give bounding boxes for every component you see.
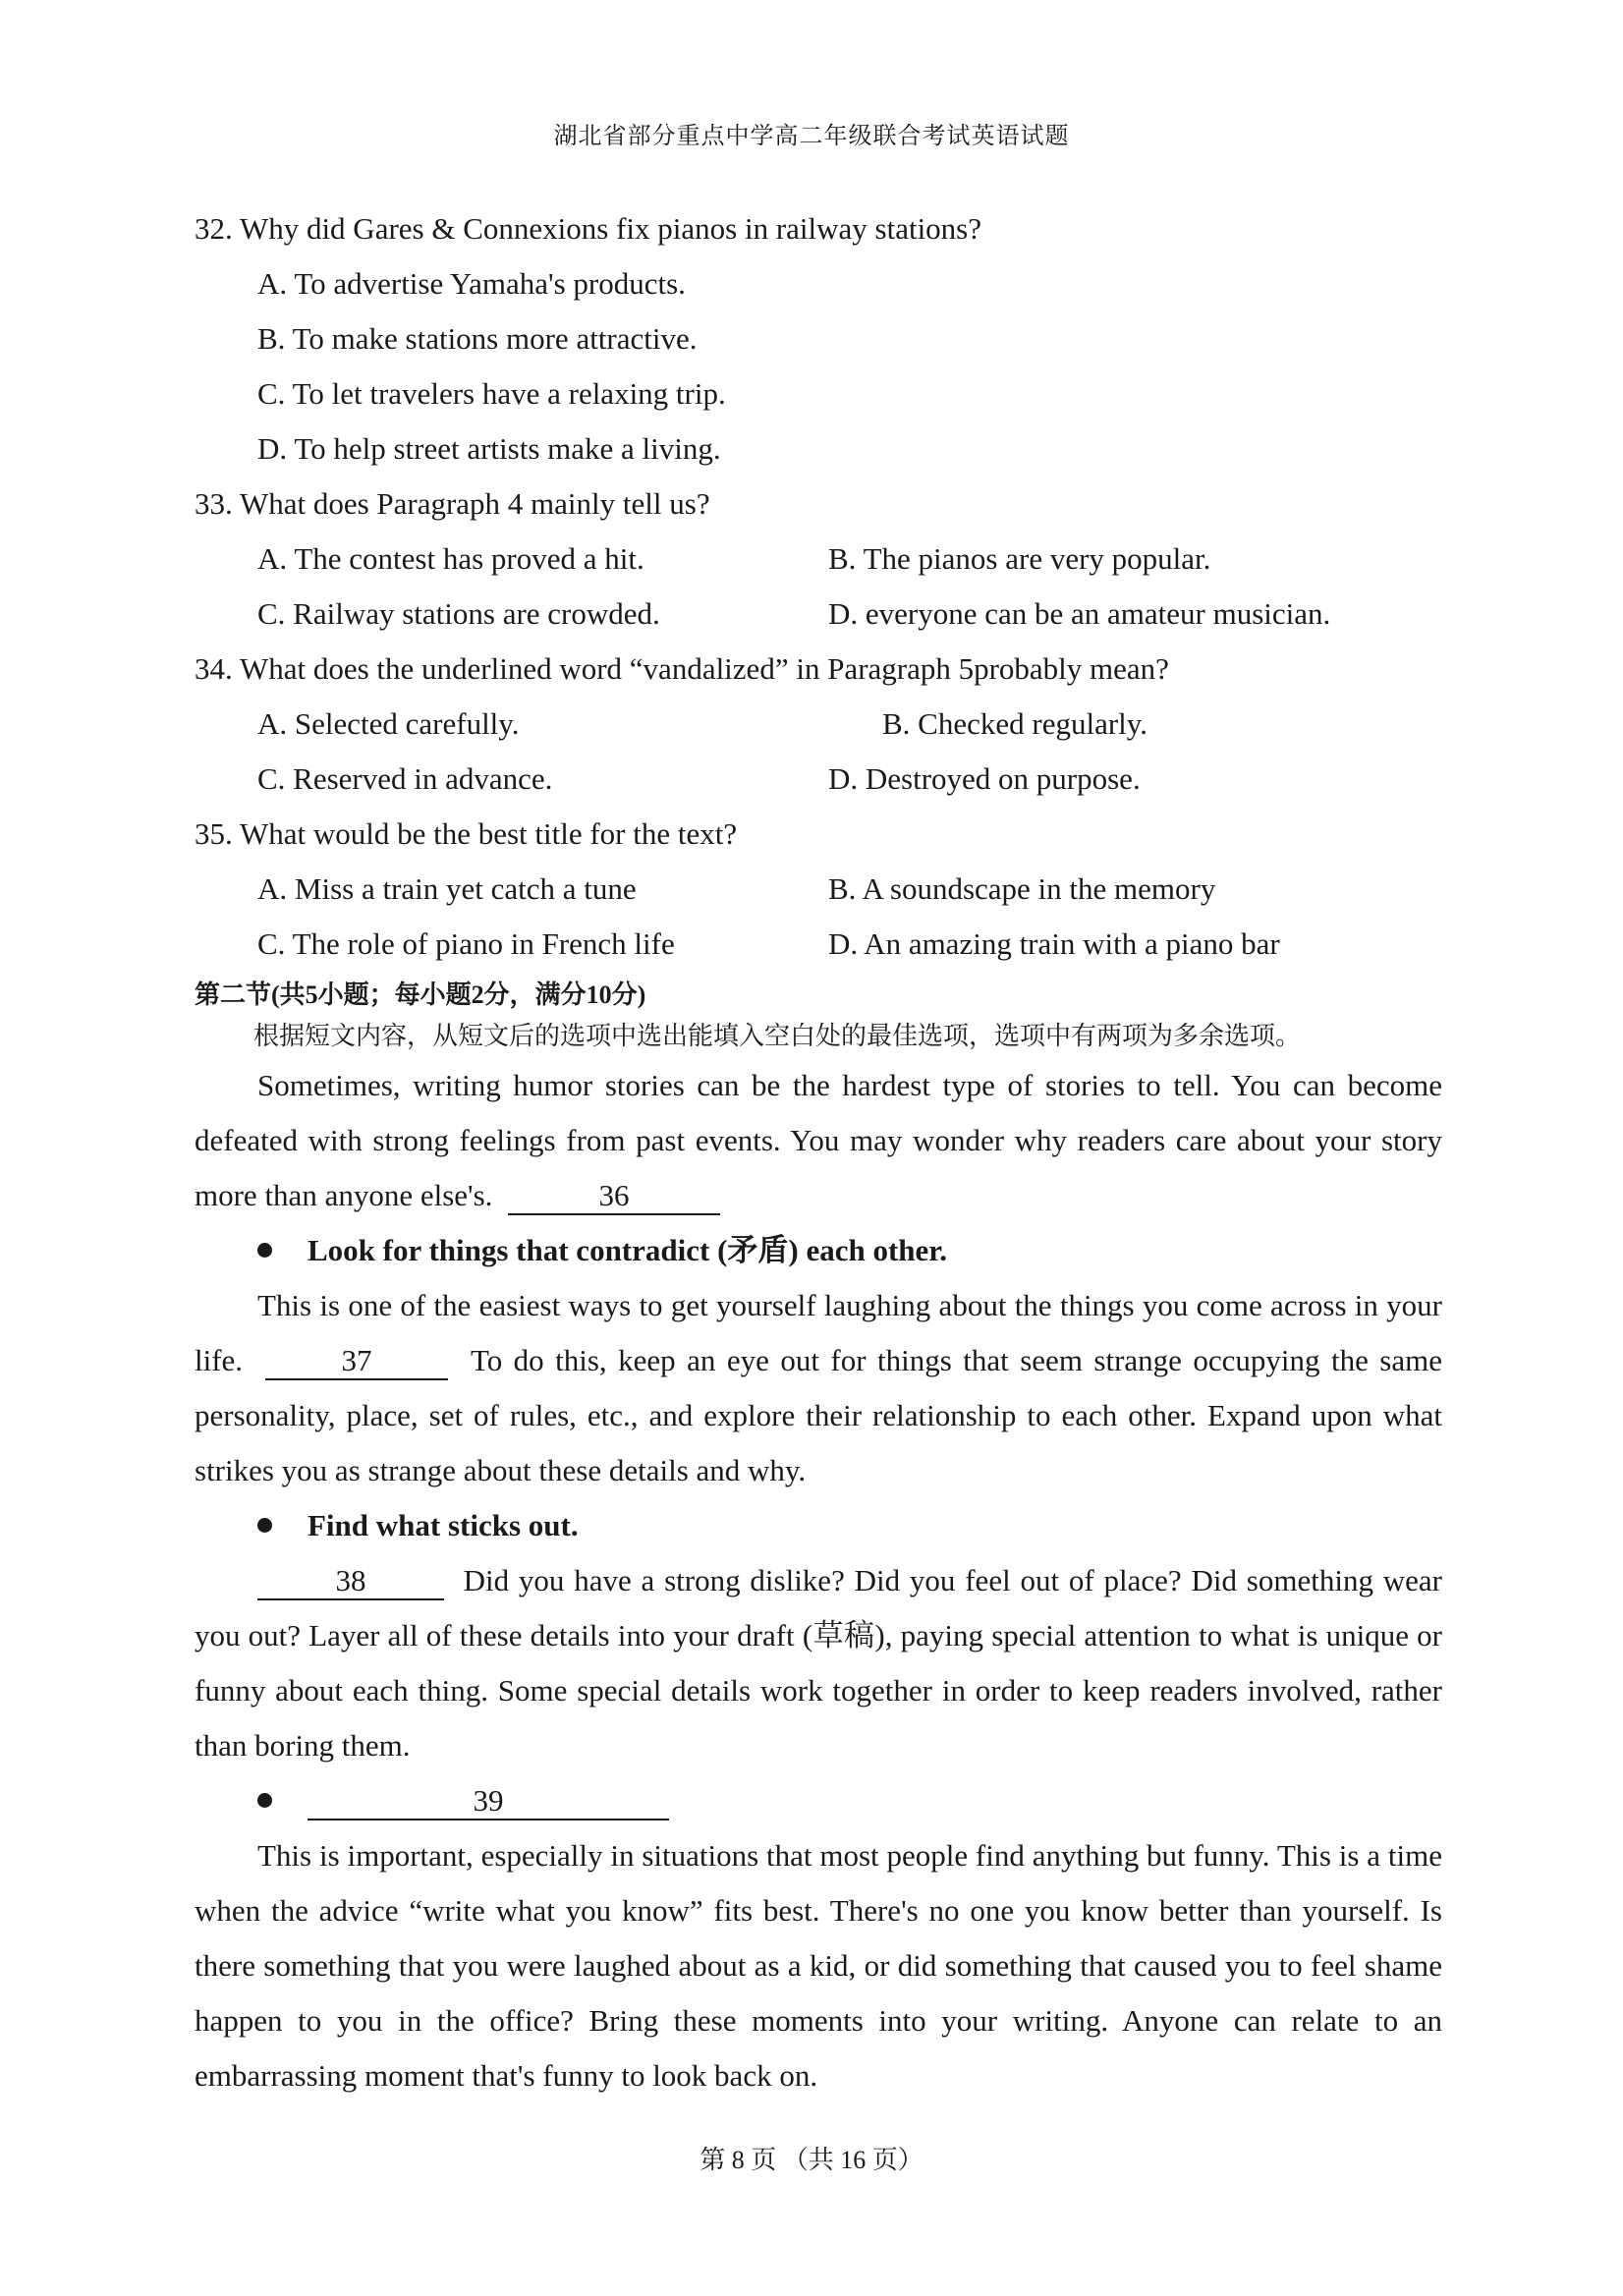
option-a: A. Selected carefully. [257,706,520,741]
passage-paragraph-3 [195,1553,1442,1773]
passage-paragraph-2 [195,1278,1442,1498]
option-row [195,862,1442,917]
option-a: A. Miss a train yet catch a tune [257,871,637,906]
page-header: 湖北省部分重点中学高二年级联合考试英语试题 [553,124,1070,149]
option-row [195,587,1442,642]
option-c: C. Railway stations are crowded. [257,596,660,631]
option-d: D. To help street artists make a living. [257,431,721,466]
paragraph-text: Sometimes, writing humor stories can be the hardest type of stories to tell. You can become defeated with strong feelings from past events. You may wonder why readers care about your story more than anyone else's. [195,1068,1442,1212]
option-c: C. Reserved in advance. [257,761,553,796]
question-text: 34. What does the underlined word “vandalized” in Paragraph 5probably mean? [195,651,1169,686]
subheading-sticks-out [195,1498,1442,1553]
option-d: D. everyone can be an amateur musician. [828,596,1331,631]
question-32 [195,201,1442,476]
page-content [195,201,1442,2103]
option-c: C. To let travelers have a relaxing trip. [257,376,726,411]
option-b: B. A soundscape in the memory [828,871,1216,906]
paragraph-text: To do this, keep an eye out for things that seem strange occupying the same personality, place, set of rules, etc., and explore their relationship to each other. Expand upon what strikes you as strange about these details and why. [195,1343,1443,1487]
option-b: B. Checked regularly. [882,706,1148,741]
bullet-icon [257,1518,272,1533]
subheading-blank-39 [195,1773,1442,1828]
option-d: D. Destroyed on purpose. [828,761,1141,796]
option-row [195,697,1442,752]
option-row [195,532,1442,587]
option-a: A. The contest has proved a hit. [257,541,644,576]
option-a: A. To advertise Yamaha's products. [257,266,686,301]
option-c: C. The role of piano in French life [257,926,675,961]
passage-paragraph-1 [195,1058,1442,1223]
paragraph-text: This is important, especially in situations that most people find anything but funny. This is a time when the advice “write what you know” fits best. There's no one you know better than yourself. Is there something that you were laughed about as a kid, or did something that caused you to feel shame happen to you in the office? Bring these moments into your writing. Anyone can relate to an embarrassing moment that's funny to look back on. [195,1838,1442,2093]
option-d: D. An amazing train with a piano bar [828,926,1280,961]
page-footer: 第 8 页 （共 16 页） [700,2146,923,2174]
question-text: 32. Why did Gares & Connexions fix pianos in railway stations? [195,211,982,246]
question-text: 35. What would be the best title for the text? [195,816,738,851]
blank-39: 39 [308,1783,669,1820]
question-text: 33. What does Paragraph 4 mainly tell us? [195,486,710,521]
bullet-icon [257,1793,272,1808]
blank-38: 38 [257,1563,444,1600]
paragraph-text: This is one of the easiest ways to get yourself laughing about the things you come across in your life. [195,1288,1442,1377]
question-34 [195,642,1442,807]
option-b: B. To make stations more attractive. [257,321,698,356]
subheading-text: Look for things that contradict (矛盾) each other. [308,1233,947,1267]
blank-37: 37 [265,1343,448,1380]
paragraph-text: Did you have a strong dislike? Did you feel out of place? Did something wear you out? Layer all of these details into your draft (草稿), paying special attention to what is unique or funny about each thing. Some special details work together in order to keep readers involved, rather than boring them. [195,1563,1442,1763]
question-35 [195,807,1442,972]
section-title: 第二节(共5小题；每小题2分，满分10分) [195,980,646,1009]
section-instruction: 根据短文内容，从短文后的选项中选出能填入空白处的最佳选项，选项中有两项为多余选项。 [253,1022,1302,1050]
subheading-text: Find what sticks out. [308,1508,579,1542]
option-row [195,752,1442,807]
option-row [195,917,1442,972]
question-33 [195,476,1442,642]
blank-36: 36 [508,1178,720,1215]
subheading-contradict [195,1223,1442,1278]
bullet-icon [257,1243,272,1258]
option-b: B. The pianos are very popular. [828,541,1211,576]
passage-paragraph-4 [195,1828,1442,2103]
